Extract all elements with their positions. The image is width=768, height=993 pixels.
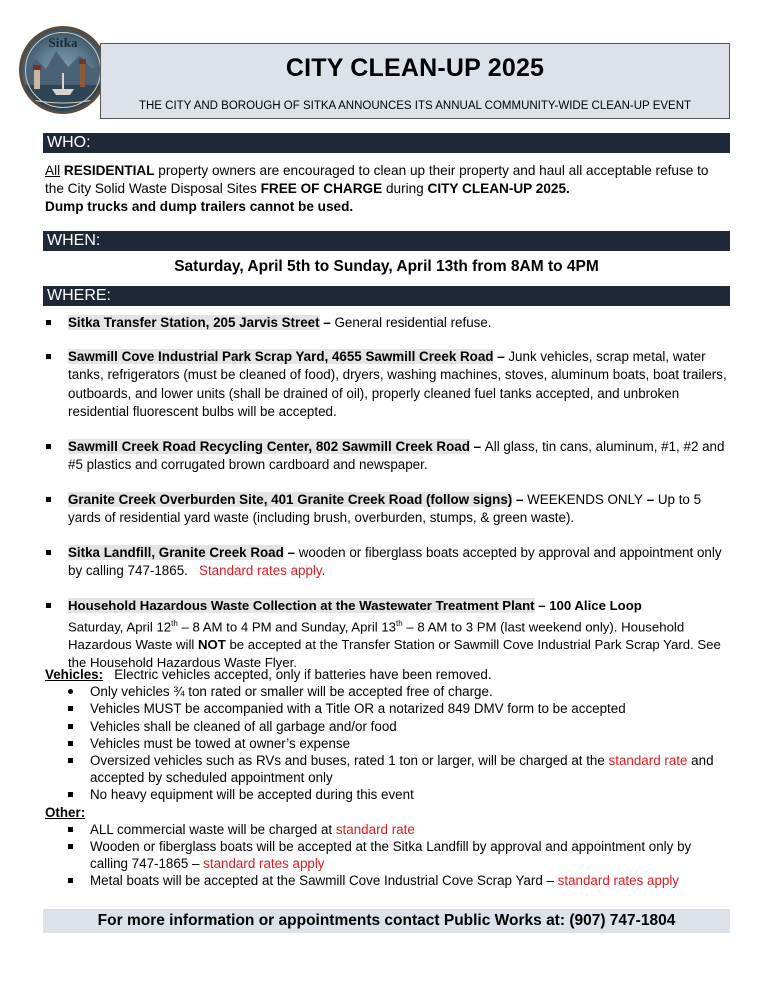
vehicles-intro-text: Electric vehicles accepted, only if batteries have been removed. xyxy=(114,667,492,682)
who-event: CITY CLEAN-UP 2025. xyxy=(427,181,570,196)
list-item xyxy=(43,348,733,422)
list-item xyxy=(45,872,729,889)
item-text: ALL commercial waste will be charged at xyxy=(90,821,336,837)
list-item xyxy=(45,683,729,700)
list-item xyxy=(43,314,733,333)
item-text-end: and accepted by scheduled appointment only xyxy=(90,753,714,786)
list-item xyxy=(45,718,729,735)
site-name: Sawmill Cove Industrial Park Scrap Yard, 4655 Sawmill Creek Road xyxy=(68,348,494,364)
rates-note: standard rates apply xyxy=(557,873,680,889)
page-title: CITY CLEAN-UP 2025 xyxy=(285,54,545,82)
bullet-square-icon xyxy=(68,741,73,746)
item-text: Only vehicles ¾ ton rated or smaller will be accepted free of charge. xyxy=(90,684,493,700)
item-text: No heavy equipment will be accepted during this event xyxy=(90,787,414,803)
vehicles-section xyxy=(45,666,729,890)
bullet-square-icon xyxy=(46,444,51,449)
bullet-square-icon xyxy=(68,758,73,763)
who-text-1: property owners are encouraged to clean up their property and haul all acceptable refuse to the City Solid Waste Disposal Sites xyxy=(45,163,709,196)
bullet-square-icon xyxy=(46,354,51,359)
hhw-text: be accepted at the Transfer Station or Sawmill Cove Industrial Park Scrap Yard. See the Household Hazardous Waste Flyer. xyxy=(68,636,721,670)
hhw-sup: th xyxy=(171,618,178,628)
separator: – xyxy=(512,491,528,507)
punctuation: . xyxy=(321,563,326,578)
hhw-text: Saturday, April 12 xyxy=(68,618,172,634)
list-item xyxy=(43,597,733,672)
hhw-not: NOT xyxy=(197,636,226,652)
vehicles-heading: Vehicles: xyxy=(45,667,104,682)
who-heading: WHO: xyxy=(43,133,730,153)
city-seal-logo xyxy=(19,26,107,114)
bullet-square-icon xyxy=(46,497,51,502)
who-residential: RESIDENTIAL xyxy=(63,163,155,178)
list-item xyxy=(45,821,729,838)
rates-note: standard rate xyxy=(335,821,415,837)
seal-name: Sitka xyxy=(48,35,78,50)
item-text: Vehicles must be towed at owner’s expense xyxy=(90,735,351,751)
bullet-square-icon xyxy=(46,320,51,325)
where-list xyxy=(43,314,733,672)
separator: – xyxy=(642,491,658,507)
site-description: All glass, tin cans, aluminum, #1, #2 and #5 plastics and corrugated brown cardboard and newspaper. xyxy=(68,438,725,472)
who-note: Dump trucks and dump trailers cannot be used. xyxy=(45,199,354,214)
separator: – xyxy=(319,315,335,330)
rates-note: standard rates apply xyxy=(203,856,325,872)
hhw-sup: th xyxy=(396,618,403,628)
separator: – xyxy=(534,597,550,613)
separator: – xyxy=(283,544,299,560)
bullet-square-icon xyxy=(68,724,73,729)
list-item xyxy=(43,491,733,528)
when-heading: WHEN: xyxy=(43,231,730,251)
hhw-text: – 8 AM to 4 PM and Sunday, April 13 xyxy=(177,618,397,634)
separator: – xyxy=(469,438,485,454)
list-item xyxy=(43,438,733,475)
bullet-square-icon xyxy=(68,827,73,832)
list-item xyxy=(45,786,729,803)
bullet-square-icon xyxy=(46,550,51,555)
separator: – xyxy=(493,348,509,364)
where-heading: WHERE: xyxy=(43,286,730,306)
item-text: Oversized vehicles such as RVs and buses, rated 1 ton or larger, will be charged at the xyxy=(90,753,609,769)
site-address: 100 Alice Loop xyxy=(549,597,642,613)
who-text-2: during xyxy=(382,181,428,196)
site-name: Sitka Landfill, Granite Creek Road xyxy=(68,544,284,560)
site-name: Granite Creek Overburden Site, 401 Granite Creek Road (follow signs) xyxy=(68,491,513,507)
vehicles-intro xyxy=(45,666,729,683)
site-description: General residential refuse. xyxy=(334,315,492,330)
list-item xyxy=(45,838,729,872)
bullet-square-icon xyxy=(68,844,73,849)
rates-note: standard rate xyxy=(608,753,688,769)
other-heading: Other: xyxy=(45,804,86,820)
bullet-dot-icon xyxy=(68,689,73,694)
page-subtitle: THE CITY AND BOROUGH OF SITKA ANNOUNCES ITS ANNUAL COMMUNITY-WIDE CLEAN-UP EVENT xyxy=(138,100,692,112)
bullet-square-icon xyxy=(68,792,73,797)
site-description: Junk vehicles, scrap metal, water tanks, refrigerators (must be cleaned of food), dryers, washing machines, stoves, aluminum boats, boat trailers, outboards, and lower units (shall be drained of oil), properly cleaned fuel tanks accepted, and unbroken residential fluorescent bulbs will be accepted. xyxy=(68,348,727,419)
site-description: WEEKENDS ONLY xyxy=(527,491,643,507)
site-description: wooden or fiberglass boats accepted by approval and appointment only by calling 747-1865. xyxy=(68,544,722,578)
list-item xyxy=(43,544,733,581)
header-box xyxy=(100,43,730,119)
item-text: Metal boats will be accepted at the Sawmill Cove Industrial Cove Scrap Yard – xyxy=(90,873,558,889)
bullet-square-icon xyxy=(68,706,73,711)
item-text: Vehicles MUST be accompanied with a Title OR a notarized 849 DMV form to be accepted xyxy=(90,701,626,717)
list-item xyxy=(45,735,729,752)
item-text: Wooden or fiberglass boats will be accepted at the Sitka Landfill by approval and appointment only by calling 747-1865 – xyxy=(90,839,692,872)
rates-note: Standard rates apply xyxy=(199,563,322,578)
who-free: FREE OF CHARGE xyxy=(260,181,383,196)
site-description-2: Up to 5 yards of residential yard waste (including brush, overburden, stumps, & green waste). xyxy=(68,491,702,525)
site-name: Sawmill Creek Road Recycling Center, 802 Sawmill Creek Road xyxy=(68,438,470,454)
bullet-square-icon xyxy=(46,603,51,608)
list-item xyxy=(45,752,729,786)
hhw-text: – 8 AM to 3 PM (last weekend only). Household Hazardous Waste will xyxy=(68,618,685,652)
who-paragraph xyxy=(45,162,729,216)
when-dates: Saturday, April 5th to Sunday, April 13th from 8AM to 4PM xyxy=(174,258,599,275)
list-item xyxy=(45,700,729,717)
site-name: Sitka Transfer Station, 205 Jarvis Street xyxy=(68,315,320,330)
item-text: Vehicles shall be cleaned of all garbage and/or food xyxy=(90,718,397,734)
other-heading-line xyxy=(45,804,729,821)
footer-contact: For more information or appointments contact Public Works at: (907) 747-1804 xyxy=(43,909,730,933)
who-all: All xyxy=(45,163,61,178)
site-name: Household Hazardous Waste Collection at the Wastewater Treatment Plant xyxy=(68,597,535,613)
bullet-square-icon xyxy=(68,878,73,883)
